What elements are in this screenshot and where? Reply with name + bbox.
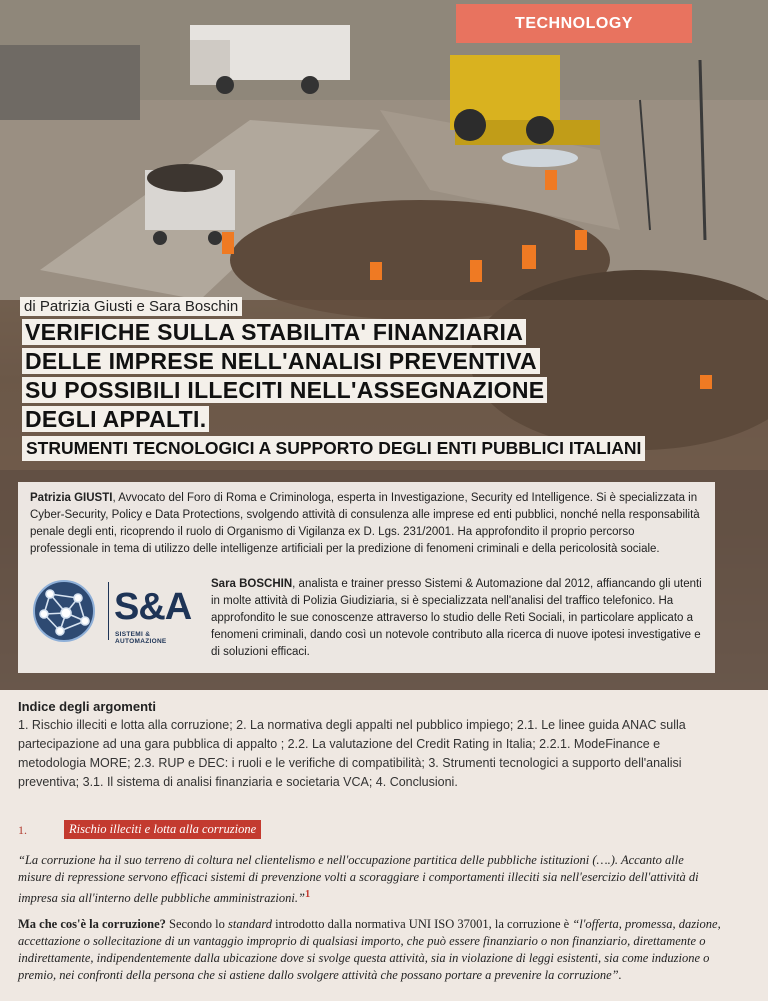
logo-wordmark: S&A [114,586,192,628]
section-body [18,916,723,984]
author1-name: Patrizia GIUSTI [30,492,113,504]
logo-divider [108,582,109,640]
section-number: 1. [18,823,27,837]
logo-subtitle: SISTEMI & AUTOMAZIONE [115,631,167,645]
body-lead: Ma che cos'è la corruzione? [18,917,166,931]
article-authors: di Patrizia Giusti e Sara Boschin [20,297,242,316]
section-quote [18,852,718,907]
footnote-marker: 1 [304,889,311,900]
headline-line: DEGLI APPALTI. [22,406,209,432]
article-subtitle: STRUMENTI TECNOLOGICI A SUPPORTO DEGLI ENTI PUBBLICI ITALIANI [22,436,645,461]
body-italic: standard [228,917,273,931]
network-globe-icon [30,576,100,646]
quote-text: “La corruzione ha il suo terreno di coltura nel clientelismo e nell'occupazione partitica delle pubbliche istituzioni (….). Accanto alle misure di repressione servono efficaci sistemi di prevenzione volti a scoraggiare i comportamenti illeciti sia nell'esercizio dell'attività di impresa sia all'interno delle pubbliche amministrazioni.” [18,853,699,906]
author-bio-card [18,482,715,673]
body-quote: “l'offerta, promessa, dazione, accettazione o sollecitazione di un vantaggio improprio di qualsiasi importo, che può essere finanziario o non finanziario, direttamente o indirettamente, indipendentemente dalla ubicazione dove si svolge questa attività, sia in violazione di leggi esistenti, sia come induzione o premio, nei confronti della persona che si astiene dallo svolgere attività che possano portare a prevenire la corruzione”. [18,917,721,982]
category-tag: TECHNOLOGY [456,4,692,43]
author2-name: Sara BOSCHIN [211,578,293,590]
body-text: Secondo lo [165,917,229,931]
body-text: introdotto dalla normativa UNI ISO 37001, la corruzione è [272,917,573,931]
headline-line: VERIFICHE SULLA STABILITA' FINANZIARIA [22,319,526,345]
author2-bio [211,576,704,661]
author1-bio [30,490,705,558]
section-title: Rischio illeciti e lotta alla corruzione [64,820,261,839]
author1-text: , Avvocato del Foro di Roma e Criminologa, esperta in Investigazione, Security ed Intelligence. Si è specializzata in Cyber-Security, Policy e Data Protections, svolgendo attività di consulenza alle imprese ed enti pubblici, nonché nella responsabilità penale degli enti, ricoprendo il ruolo di Organismo di Vigilanza ex D. Lgs. 231/2001. Ha approfondito il proprio percorso professionale in tema di utilizzo delle intelligenze artificiali per la predizione di fenomeni criminali e della pericolosità sociale. [30,492,700,555]
company-logo [30,576,195,646]
headline-line: DELLE IMPRESE NELL'ANALISI PREVENTIVA [22,348,540,374]
toc-title: Indice degli argomenti [18,699,156,714]
article-headline [22,318,582,434]
headline-line: SU POSSIBILI ILLECITI NELL'ASSEGNAZIONE [22,377,547,403]
toc-text: 1. Rischio illeciti e lotta alla corruzione; 2. La normativa degli appalti nel pubblico impiego; 2.1. Le linee guida ANAC sulla partecipazione ad una gara pubblica di appalto ; 2.2. La valutazione del Credit Rating in Italia; 2.2.1. ModeFinance e metodologia MORE; 2.3. RUP e DEC: i ruoli e le verifiche di compatibilità; 3. Strumenti tecnologici a supporto dell'analisi preventiva; 3.1. Il sistema di analisi finanziaria e societaria VCA; 4. Conclusioni. [18,718,686,789]
author2-text: , analista e trainer presso Sistemi & Automazione dal 2012, affiancando gli utenti in molte attività di Polizia Giudiziaria, si è specializzata nell'analisi del traffico telefonico. Ha approfondito le sue conoscenze attraverso lo studio delle Reti Sociali, in particolare applicato a fenomeni criminali, dando così un notevole contributo alla ricerca di nuove ipotesi investigative e di soluzioni efficaci. [211,578,702,658]
